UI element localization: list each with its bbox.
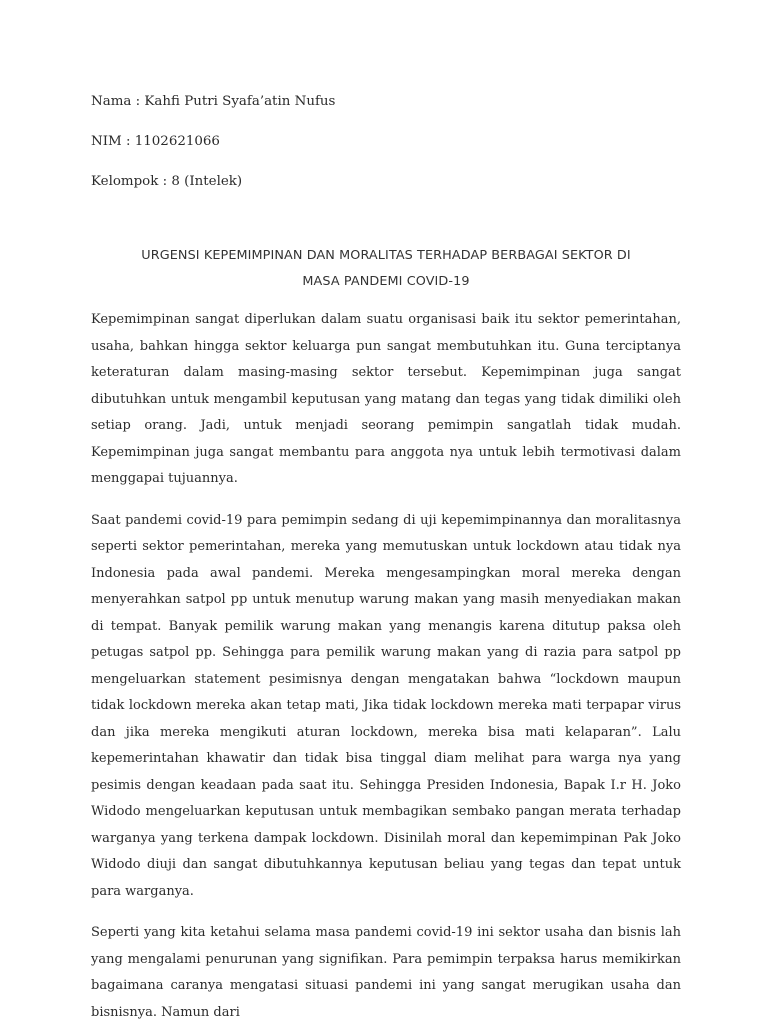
student-group: Kelompok : 8 (Intelek) bbox=[91, 174, 243, 189]
paragraph-pandemic-leadership: Saat pandemi covid-19 para pemimpin sedang di uji kepemimpinannya dan moralitasnya seperti sektor pemerintahan, mereka yang memutuskan untuk lockdown atau tidak nya Indonesia pada awal pandemi. Mereka mengesampingkan moral mereka dengan menyerahkan satpol pp untuk menutup warung makan yang masih menyediakan makan di tempat. Banyak pemilik warung makan yang menangis karena ditutup paksa oleh petugas satpol pp. Sehingga para pemilik warung makan yang di razia para satpol pp mengeluarkan statement pesimisnya dengan mengatakan bahwa “lockdown maupun tidak lockdown mereka akan tetap mati, Jika tidak lockdown mereka mati terpapar virus dan jika mereka mengikuti aturan lockdown, mereka bisa mati kelaparan”. Lalu kepemerintahan khawatir dan tidak bisa tinggal diam melihat para warga nya yang pesimis dengan keadaan pada saat itu. Sehingga Presiden Indonesia, Bapak I.r H. Joko Widodo mengeluarkan keputusan untuk membagikan sembako pangan merata terhadap warganya yang terkena dampak lockdown. Disinilah moral dan kepemimpinan Pak Joko Widodo diuji dan sangat dibutuhkannya keputusan beliau yang tegas dan tepat untuk para warganya. bbox=[91, 512, 681, 899]
document-title bbox=[91, 243, 681, 295]
student-nim: NIM : 1102621066 bbox=[91, 134, 220, 149]
student-name: Nama : Kahfi Putri Syafa’atin Nufus bbox=[91, 94, 336, 109]
paragraph-business-sector: Seperti yang kita ketahui selama masa pandemi covid-19 ini sektor usaha dan bisnis lah yang mengalami penurunan yang signifikan. Para pemimpin terpaksa harus memikirkan bagaimana caranya mengatasi situasi pandemi ini yang sangat merugikan usaha dan bisnisnya. Namun dari bbox=[91, 925, 681, 1020]
document-page bbox=[91, 93, 681, 1026]
paragraph-leadership-importance: Kepemimpinan sangat diperlukan dalam suatu organisasi baik itu sektor pemerintahan, usaha, bahkan hingga sektor keluarga pun sangat membutuhkan itu. Guna terciptanya keteraturan dalam masing-masing sektor tersebut. Kepemimpinan juga sangat dibutuhkan untuk mengambil keputusan yang matang dan tegas yang tidak dimiliki oleh setiap orang. Jadi, untuk menjadi seorang pemimpin sangatlah tidak mudah. Kepemimpinan juga sangat membantu para anggota nya untuk lebih termotivasi dalam menggapai tujuannya. bbox=[91, 312, 681, 486]
document-title-line-1: URGENSI KEPEMIMPINAN DAN MORALITAS TERHADAP BERBAGAI SEKTOR DI bbox=[141, 248, 631, 263]
document-title-line-2: MASA PANDEMI COVID-19 bbox=[302, 274, 470, 289]
